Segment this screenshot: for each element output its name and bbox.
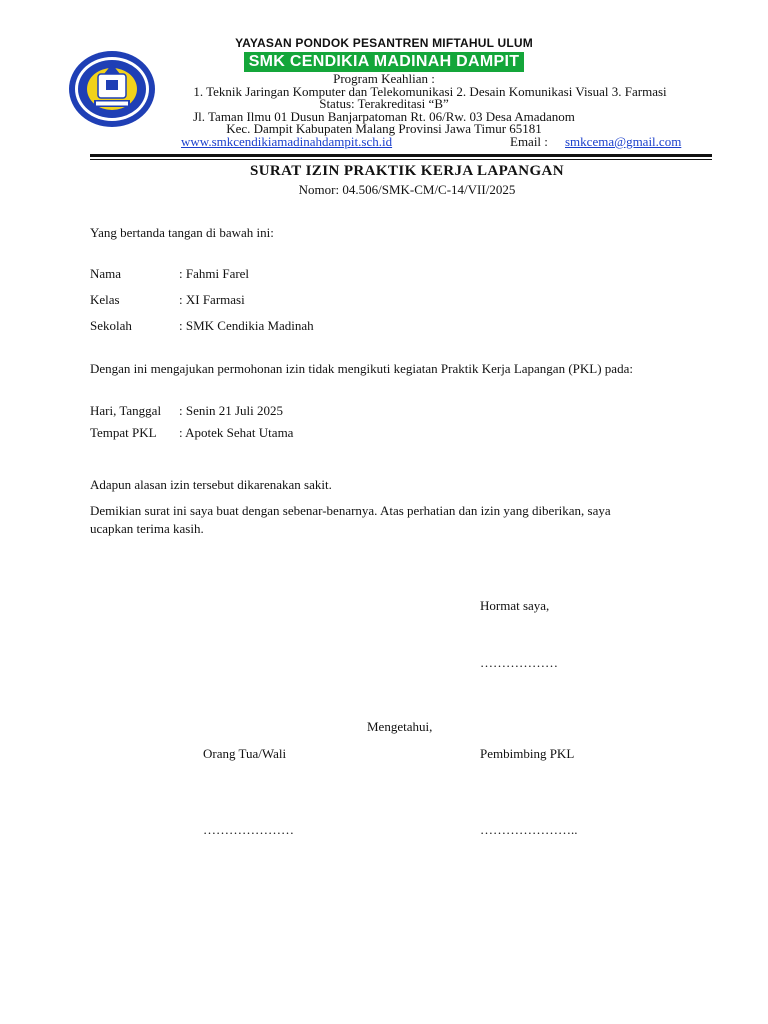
accreditation-status: Status: Terakreditasi “B” xyxy=(319,96,449,111)
closing-line-2: ucapkan terima kasih. xyxy=(90,521,204,536)
identity-value-school: : SMK Cendikia Madinah xyxy=(179,318,314,333)
schedule-label-place: Tempat PKL xyxy=(90,425,157,440)
identity-label-class: Kelas xyxy=(90,292,120,307)
identity-value-class: : XI Farmasi xyxy=(179,292,245,307)
email-label: Email : xyxy=(510,134,548,149)
parent-title: Orang Tua/Wali xyxy=(203,746,287,761)
closing-line-1: Demikian surat ini saya buat dengan sebenar-benarnya. Atas perhatian dan izin yang diberikan, saya xyxy=(90,503,611,518)
header-divider-thin xyxy=(90,159,712,160)
letter-number: Nomor: 04.506/SMK-CM/C-14/VII/2025 xyxy=(298,182,516,197)
school-name-banner xyxy=(0,52,768,72)
website-link[interactable]: www.smkcendikiamadinahdampit.sch.id xyxy=(181,134,393,149)
program-list: 1. Teknik Jaringan Komputer dan Telekomunikasi 2. Desain Komunikasi Visual 3. Farmasi xyxy=(193,84,667,99)
identity-label-name: Nama xyxy=(90,266,122,281)
acknowledged-text: Mengetahui, xyxy=(367,719,433,734)
schedule-label-date: Hari, Tanggal xyxy=(90,403,162,418)
regards-text: Hormat saya, xyxy=(480,598,550,613)
letter-title: SURAT IZIN PRAKTIK KERJA LAPANGAN xyxy=(249,163,565,179)
parent-signature-line: ………………… xyxy=(203,822,294,837)
schedule-value-place: : Apotek Sehat Utama xyxy=(179,425,294,440)
email-link[interactable]: smkcema@gmail.com xyxy=(565,134,682,149)
opening-statement: Yang bertanda tangan di bawah ini: xyxy=(90,225,274,240)
address-line-1: Jl. Taman Ilmu 01 Dusun Banjarpatoman Rt. 06/Rw. 03 Desa Amadanom xyxy=(193,109,575,124)
program-title: Program Keahlian : xyxy=(333,71,435,86)
supervisor-title: Pembimbing PKL xyxy=(480,746,575,761)
address-line-2: Kec. Dampit Kabupaten Malang Provinsi Jawa Timur 65181 xyxy=(226,121,542,136)
identity-label-school: Sekolah xyxy=(90,318,132,333)
identity-value-name: : Fahmi Farel xyxy=(179,266,250,281)
request-statement: Dengan ini mengajukan permohonan izin tidak mengikuti kegiatan Praktik Kerja Lapangan (PKL) pada: xyxy=(90,361,633,376)
applicant-signature-line: ……………… xyxy=(480,655,558,670)
supervisor-signature-line: ………………….. xyxy=(480,822,578,837)
reason-statement: Adapun alasan izin tersebut dikarenakan sakit. xyxy=(90,477,332,492)
foundation-name: YAYASAN PONDOK PESANTREN MIFTAHUL ULUM xyxy=(235,36,533,50)
header-divider-thick xyxy=(90,154,712,157)
school-name: SMK CENDIKIA MADINAH DAMPIT xyxy=(244,52,525,72)
schedule-value-date: : Senin 21 Juli 2025 xyxy=(179,403,284,418)
